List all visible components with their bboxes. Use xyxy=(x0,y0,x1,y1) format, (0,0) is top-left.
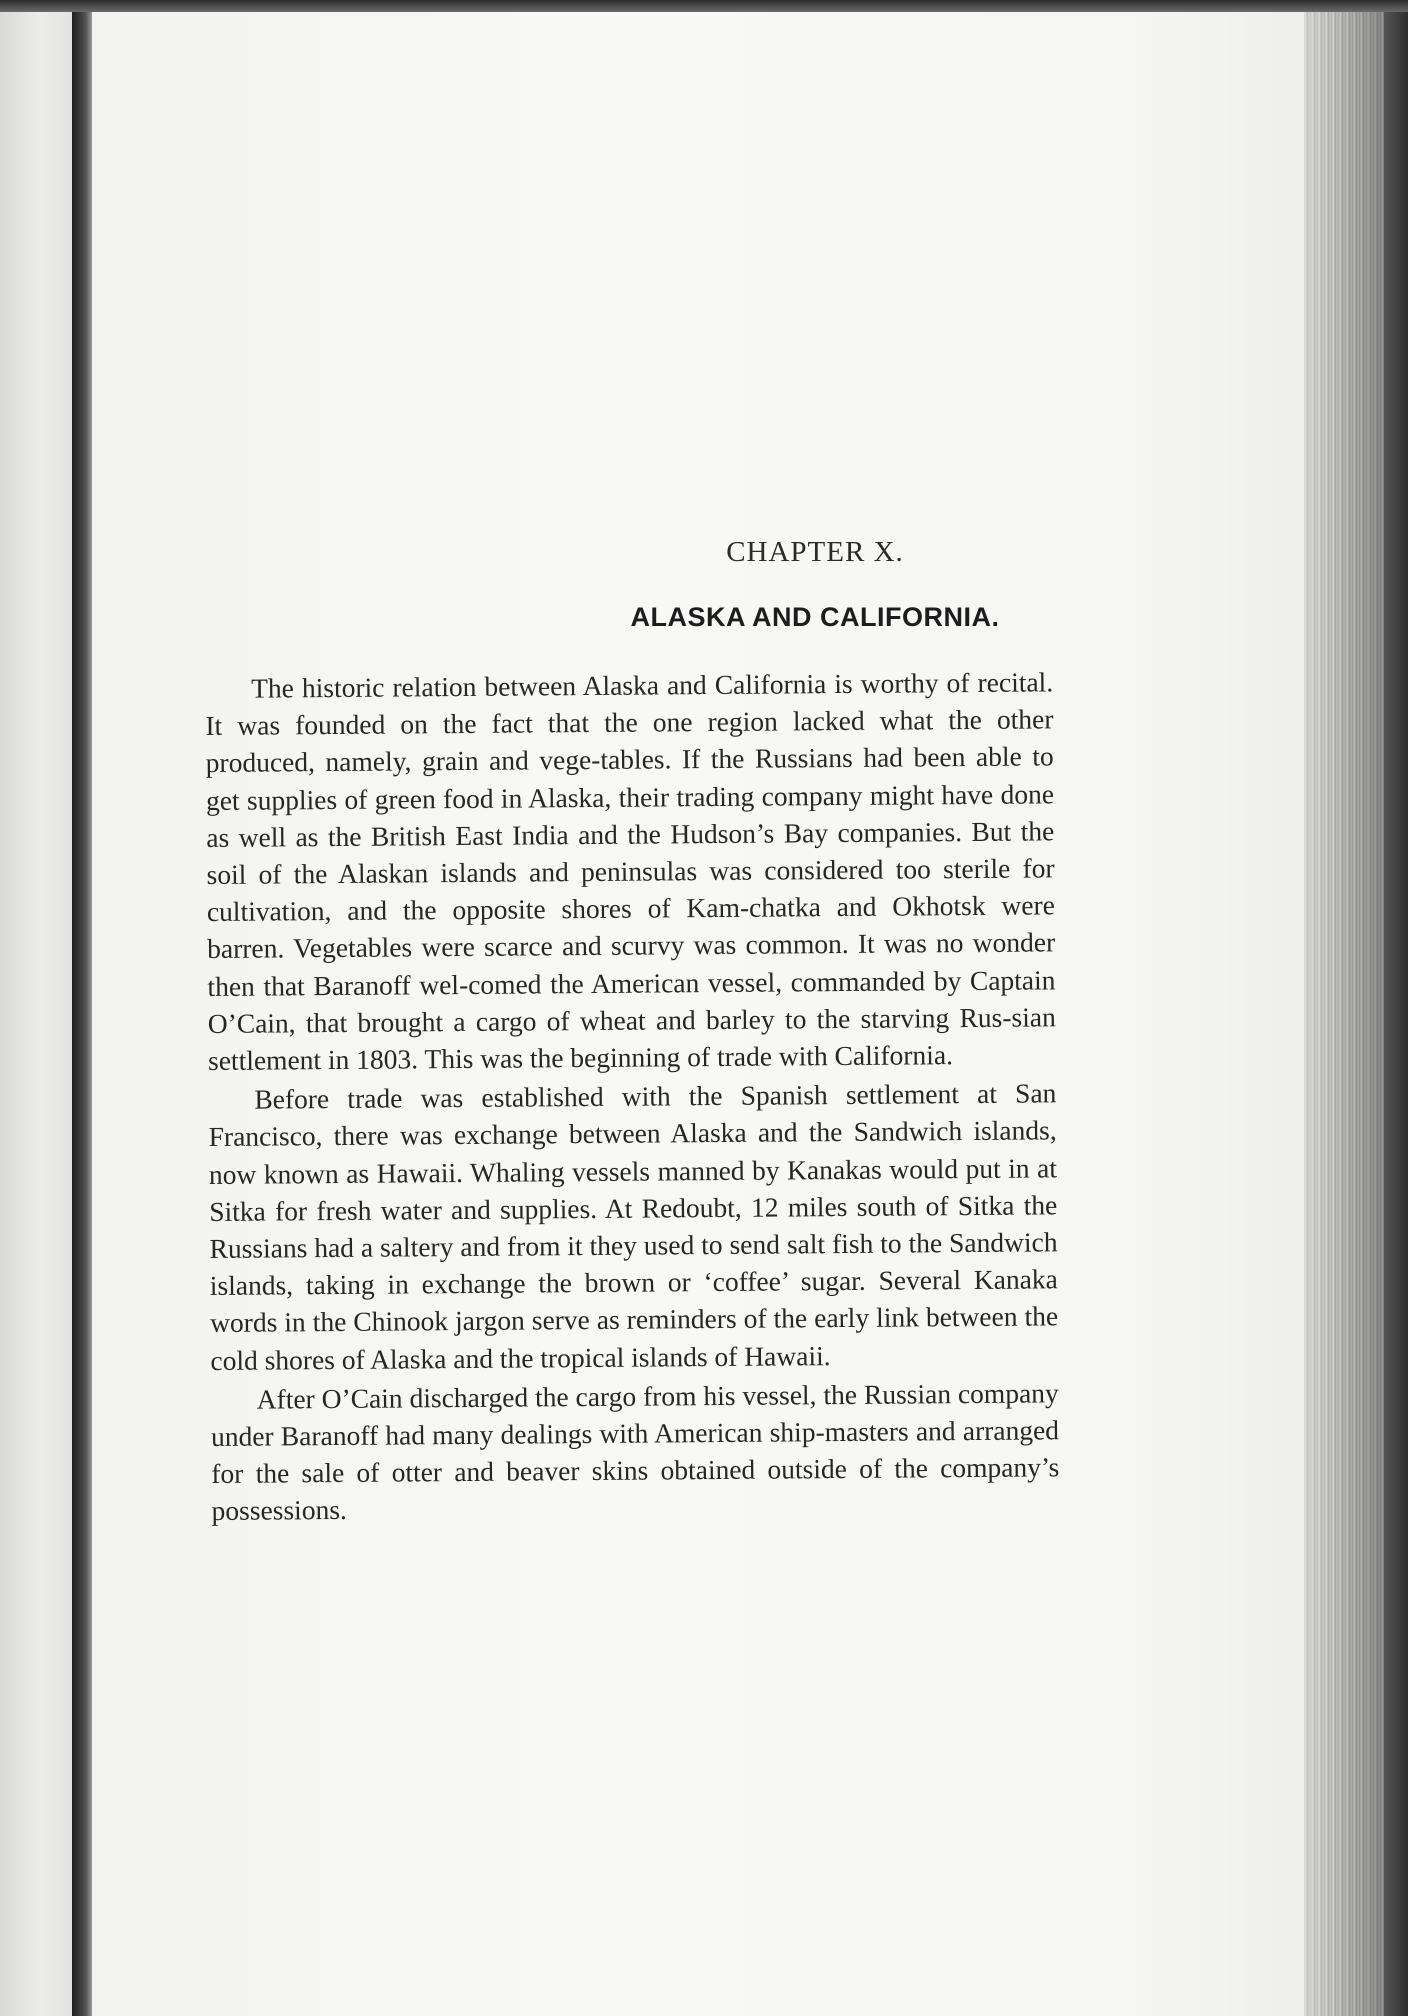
paragraph-3: After O’Cain discharged the cargo from his vessel, the Russian company under Baranoff had many dealings with American ship-masters and arranged for the sale of otter and beaver skins obtained outside of the company’s possessions. xyxy=(210,1377,1060,1527)
top-scan-edge xyxy=(0,0,1408,12)
fore-edge-shadow xyxy=(1384,12,1408,2016)
paragraph-2: Before trade was established with the Spanish settlement at San Francisco, there was exchange between Alaska and the Sandwich islands, now known as Hawaii. Whaling vessels manned by Kanakas would put in at Sitka for fresh water and supplies. At Redoubt, 12 miles south of Sitka the Russians had a saltery and from it they used to send salt fish to the Sandwich islands, taking in exchange the brown or ‘coffee’ sugar. Several Kanaka words in the Chinook jargon serve as reminders of the early link between the cold shores of Alaska and the tropical islands of Hawaii. xyxy=(208,1077,1059,1376)
previous-page-edge xyxy=(0,0,72,2016)
chapter-body xyxy=(205,663,1060,1529)
paragraph-1: The historic relation between Alaska and California is worthy of recital. It was founded on the fact that the one region lacked what the other produced, namely, grain and vege-tables. If the Russians had been able to get supplies of green food in Alaska, their trading company might have done as well as the British East India and the Hudson’s Bay companies. But the soil of the Alaskan islands and peninsulas was considered too sterile for cultivation, and the opposite shores of Kam-chatka and Okhotsk were barren. Vegetables were scarce and scurvy was common. It was no wonder then that Baranoff wel-comed the American vessel, commanded by Captain O’Cain, that brought a cargo of wheat and barley to the starving Rus-sian settlement in 1803. This was the beginning of trade with California. xyxy=(205,666,1056,1077)
chapter-title: ALASKA AND CALIFORNIA. xyxy=(630,602,1000,632)
chapter-number: CHAPTER X. xyxy=(726,536,904,568)
book-binding-gutter xyxy=(72,10,92,2016)
